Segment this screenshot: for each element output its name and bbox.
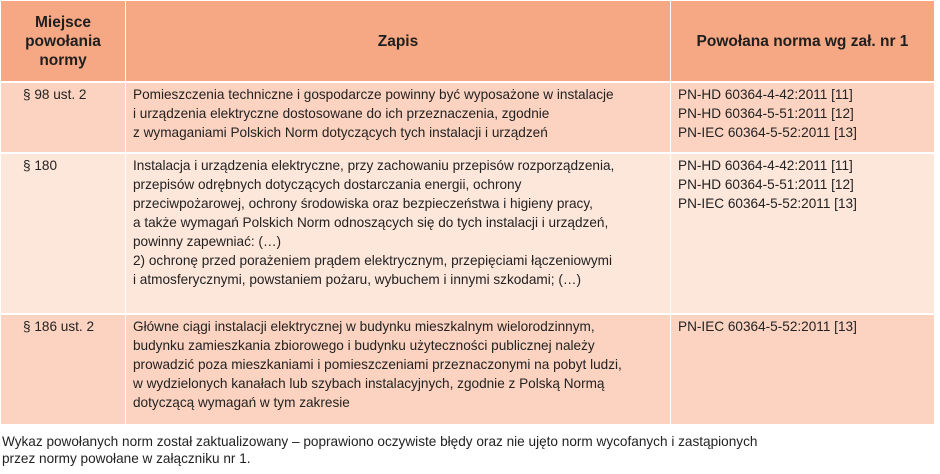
norm-item: PN-HD 60364-4-42:2011 [11] (678, 158, 853, 173)
text-line: Główne ciągi instalacji elektrycznej w budynku mieszkalnym wielorodzinnym, (133, 319, 595, 334)
text-line: i atmosferycznymi, powstaniem pożaru, wybuchem i innymi szkodami; (…) (133, 272, 581, 287)
header-location-word: powołania (25, 32, 101, 50)
text-line: dotyczącą wymagań w tym zakresie (133, 395, 350, 410)
header-location-word: Miejsce (34, 13, 91, 31)
row-text (126, 82, 671, 153)
text-line: w wydzielonych kanałach lub szybach instalacyjnych, zgodnie z Polską Normą (133, 376, 605, 391)
table-row (1, 153, 935, 314)
table-row (1, 82, 935, 153)
row-text (126, 314, 671, 424)
row-location: § 98 ust. 2 (1, 82, 126, 153)
header-text: Zapis (126, 1, 671, 83)
row-norms (671, 82, 935, 153)
row-location: § 180 (1, 153, 126, 314)
text-line: prowadzić poza mieszkaniami i pomieszczeniami przeznaczonymi na pobyt ludzi, (133, 357, 622, 372)
row-location: § 186 ust. 2 (1, 314, 126, 424)
text-line: Instalacja i urządzenia elektryczne, przy zachowaniu przepisów rozporządzenia, (133, 158, 615, 173)
row-text (126, 153, 671, 314)
text-line: i urządzenia elektryczne dostosowane do ich przeznaczenia, zgodnie (133, 106, 550, 121)
text-line: a także wymagań Polskich Norm odnoszących się do tych instalacji i urządzeń, (133, 215, 609, 230)
footnote-line: Wykaz powołanych norm został zaktualizowany – poprawiono oczywiste błędy oraz nie ujęto norm wycofanych i zastąpionych (2, 434, 758, 449)
text-line: budynku zamieszkania zbiorowego i budynku użyteczności publicznej należy (133, 338, 595, 353)
row-norms (671, 314, 935, 424)
norm-item: PN-IEC 60364-5-52:2011 [13] (678, 125, 857, 140)
row-norms (671, 153, 935, 314)
text-line: przeciwpożarowej, ochrony środowiska oraz bezpieczeństwa i higieny pracy, (133, 196, 593, 211)
header-location (1, 1, 126, 83)
text-line: 2) ochronę przed porażeniem prądem elektrycznym, przepięciami łączeniowymi (133, 253, 613, 268)
text-line: z wymaganiami Polskich Norm dotyczących tych instalacji i urządzeń (133, 125, 548, 140)
text-line: powinny zapewniać: (…) (133, 234, 282, 249)
norm-item: PN-HD 60364-5-51:2011 [12] (678, 106, 854, 121)
table-footnote (2, 433, 932, 467)
table-row (1, 314, 935, 424)
table-header-row (1, 1, 935, 83)
text-line: Pomieszczenia techniczne i gospodarcze powinny być wyposażone w instalacje (133, 87, 614, 102)
norm-item: PN-HD 60364-4-42:2011 [11] (678, 87, 853, 102)
header-location-word: normy (39, 51, 87, 69)
norm-item: PN-IEC 60364-5-52:2011 [13] (678, 196, 857, 211)
footnote-line: przez normy powołane w załączniku nr 1. (2, 451, 251, 466)
norm-item: PN-IEC 60364-5-52:2011 [13] (678, 319, 857, 334)
norm-item: PN-HD 60364-5-51:2011 [12] (678, 177, 854, 192)
text-line: przepisów odrębnych dotyczących dostarczania energii, ochrony (133, 177, 522, 192)
header-norm: Powołana norma wg zał. nr 1 (671, 1, 935, 83)
